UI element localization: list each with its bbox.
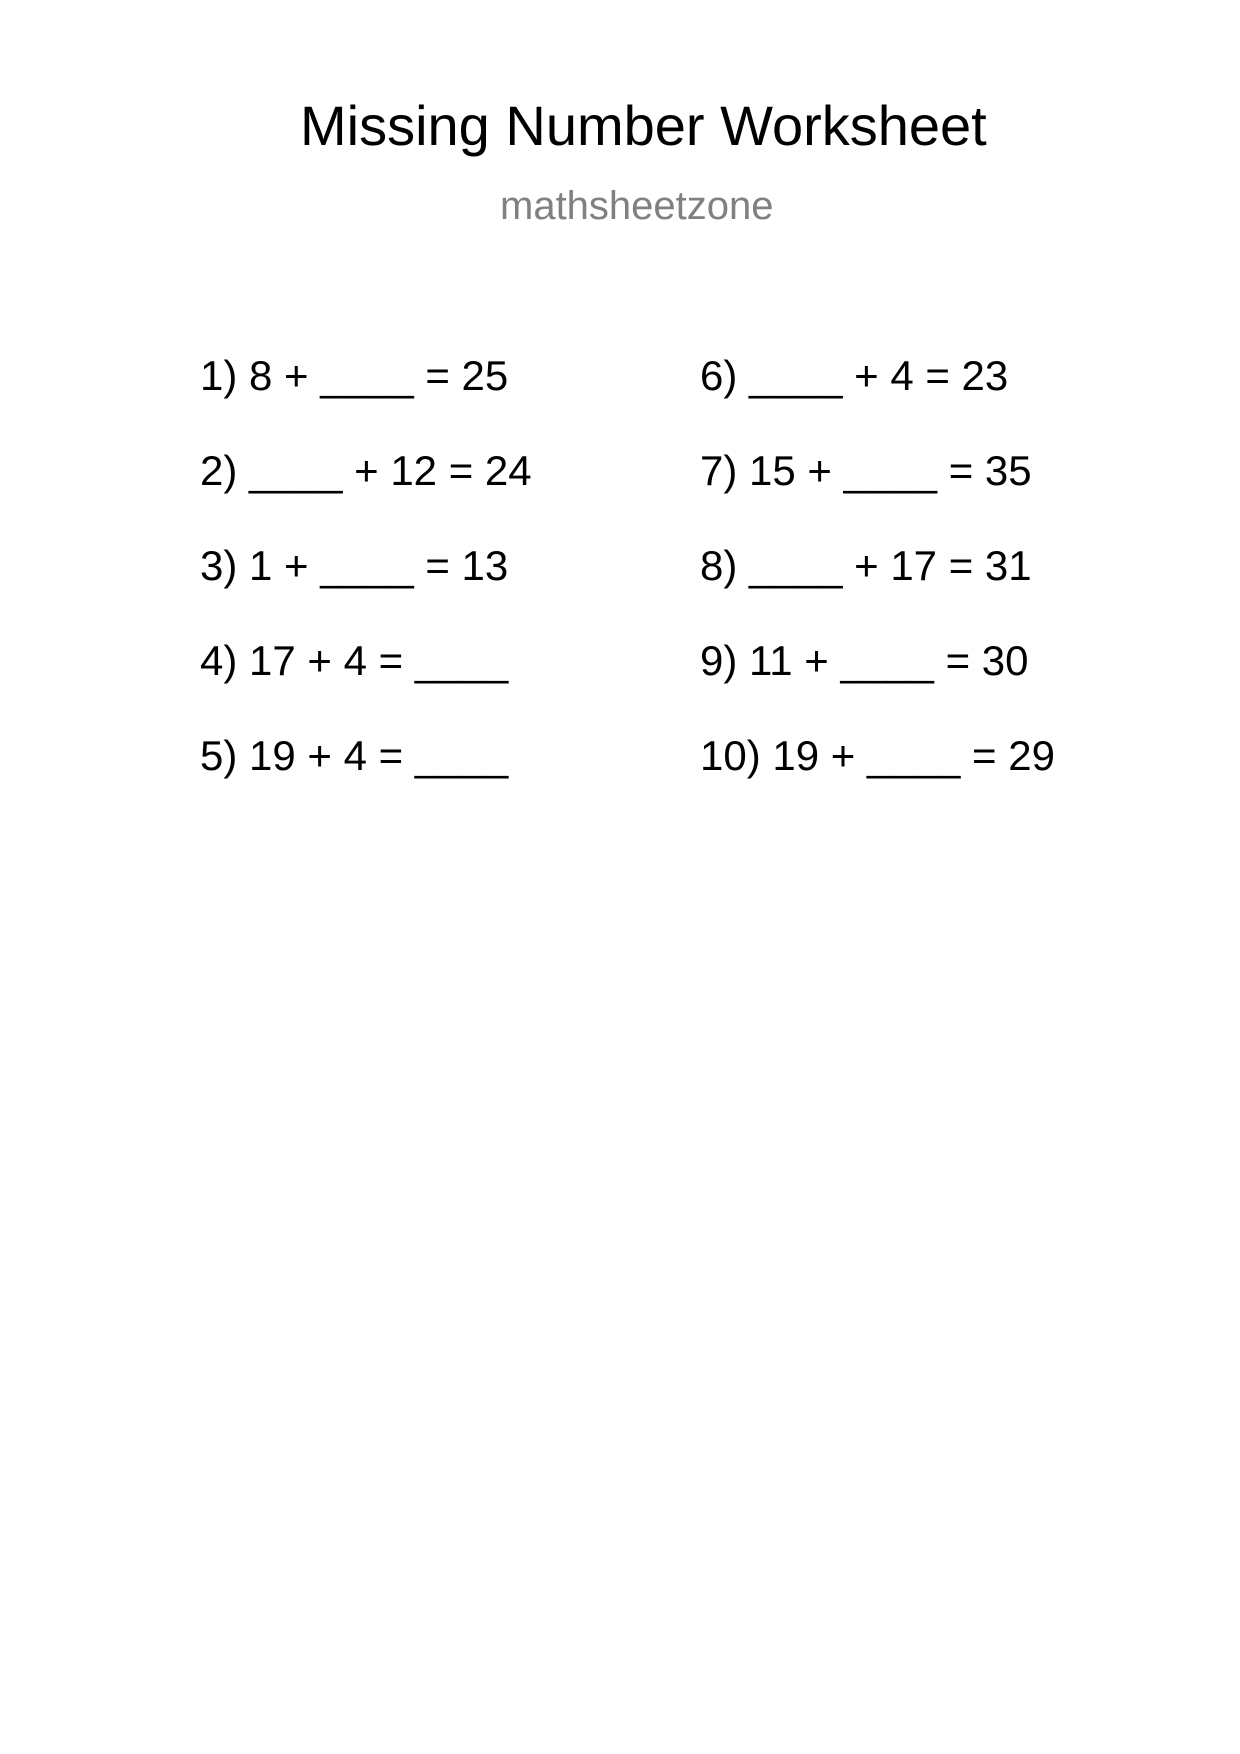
problem-8: 8) ____ + 17 = 31 — [700, 542, 1032, 589]
problem-7: 7) 15 + ____ = 35 — [700, 447, 1032, 494]
problem-4: 4) 17 + 4 = ____ — [200, 637, 509, 684]
problem-1: 1) 8 + ____ = 25 — [200, 352, 509, 399]
problem-5: 5) 19 + 4 = ____ — [200, 732, 509, 779]
problem-2: 2) ____ + 12 = 24 — [200, 447, 532, 494]
problem-9: 9) 11 + ____ = 30 — [700, 637, 1029, 684]
worksheet-subtitle: mathsheetzone — [500, 184, 774, 228]
worksheet-title: Missing Number Worksheet — [300, 94, 987, 157]
problem-3: 3) 1 + ____ = 13 — [200, 542, 509, 589]
problem-10: 10) 19 + ____ = 29 — [700, 732, 1055, 779]
problem-6: 6) ____ + 4 = 23 — [700, 352, 1009, 399]
